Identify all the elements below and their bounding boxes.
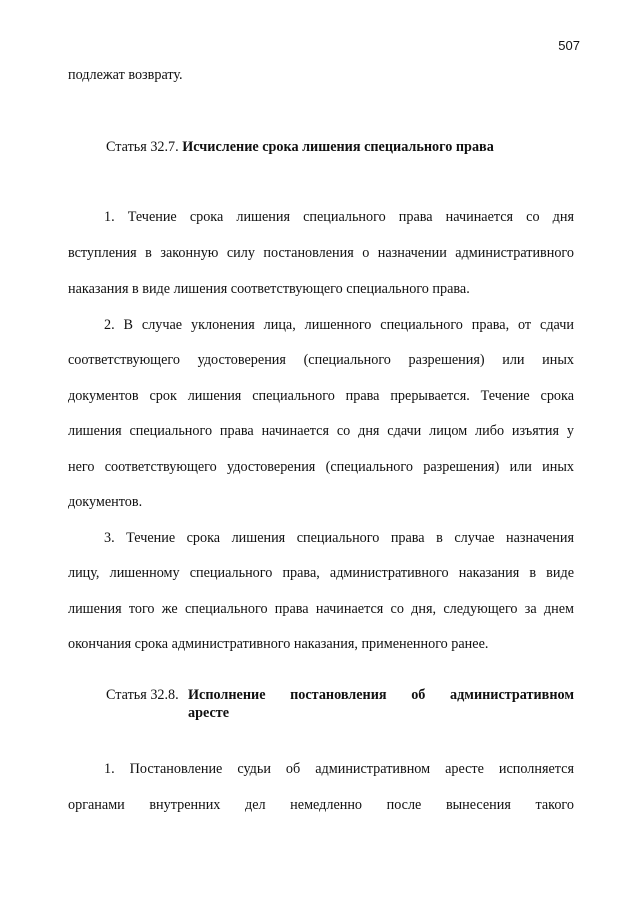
article-heading-32-7 [106,138,612,156]
text-line: соответствующего удостоверения (специального разрешения) или иных [68,352,574,368]
article-title: Исчисление срока лишения специального права [182,139,494,155]
text-line: 2. В случае уклонения лица, лишенного специального права, от сдачи [104,317,574,333]
article-number: Статья 32.7. [106,139,179,155]
text-line: лишения специального права начинается со дня сдачи лицом либо изъятия у [68,423,574,439]
text-line: лишения того же специального права начинается со дня, следующего за днем [68,601,574,617]
text-line: 1. Постановление судьи об административном аресте исполняется [104,761,574,777]
text-line: наказания в виде лишения соответствующего специального права. [68,281,470,297]
text-line: подлежат возврату. [68,67,183,83]
text-line: вступления в законную силу постановления о назначении административного [68,245,574,261]
page-number: 507 [558,38,580,53]
text-line: окончания срока административного наказания, примененного ранее. [68,636,489,652]
text-line: 1. Течение срока лишения специального права начинается со дня [104,209,574,225]
text-line: органами внутренних дел немедленно после вынесения такого [68,797,574,813]
article-title-line: Исполнение постановления об административном [188,687,574,703]
text-line: документов. [68,494,143,510]
article-title-line: аресте [188,705,230,721]
article-title-32-8 [188,686,574,722]
text-line: лицу, лишенному специального права, административного наказания в виде [68,565,574,581]
text-line: него соответствующего удостоверения (специального разрешения) или иных [68,459,574,475]
text-line: документов срок лишения специального права прерывается. Течение срока [68,388,574,404]
text-line: 3. Течение срока лишения специального права в случае назначения [104,530,574,546]
article-number-32-8: Статья 32.8. [106,687,179,703]
